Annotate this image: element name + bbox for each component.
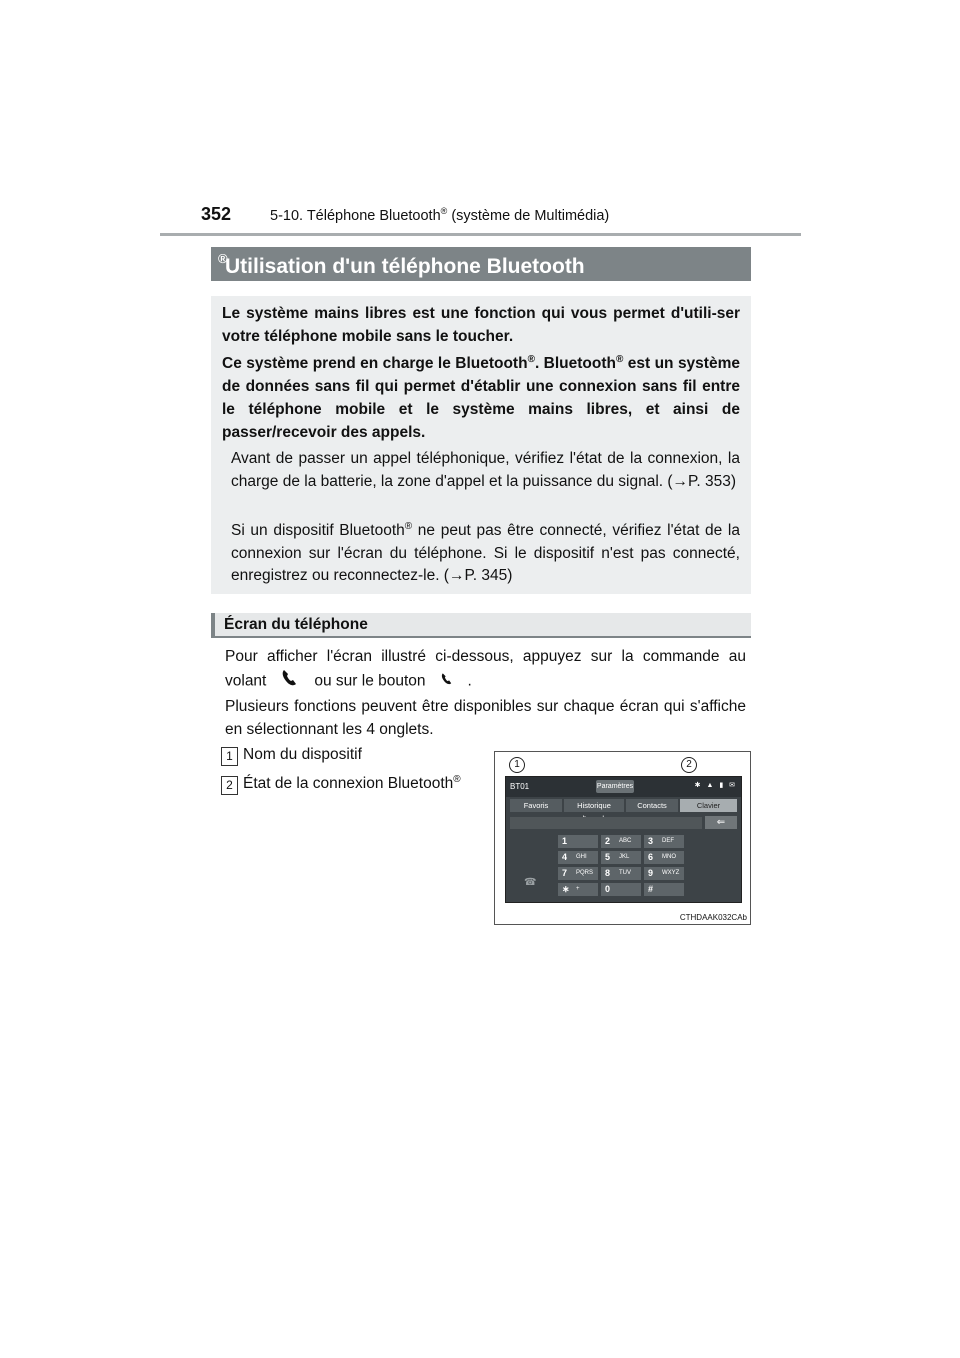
keypad-key[interactable]: 5 JKL	[601, 851, 641, 864]
keypad-key[interactable]: 0	[601, 883, 641, 896]
call-handset-icon[interactable]: ☎	[524, 877, 537, 888]
screen-tabs	[506, 797, 741, 813]
section-title-bar	[211, 247, 751, 281]
number-input[interactable]	[510, 817, 702, 829]
figure-code: CTHDAAK032CAb	[679, 913, 747, 922]
keypad-key[interactable]: 3 DEF	[644, 835, 684, 848]
tab-historique[interactable]: Historique	[564, 799, 624, 812]
intro-paragraph-1: Le système mains libres est une fonction qui vous permet d'utili-ser votre téléphone mobile sans le toucher.	[222, 305, 740, 345]
keypad-key[interactable]: 7 PQRS	[558, 867, 598, 880]
settings-button[interactable]: Paramètres	[596, 780, 634, 793]
chapter-title: 5-10. Téléphone Bluetooth® (système de Multimédia)	[270, 206, 610, 224]
keypad-key[interactable]: #	[644, 883, 684, 896]
tab-clavier[interactable]: Clavier	[680, 799, 737, 812]
steering-phone-icon	[280, 668, 300, 695]
header-rule	[160, 233, 801, 236]
keypad-key[interactable]: 9 WXYZ	[644, 867, 684, 880]
callout-number-2: 2	[221, 776, 238, 795]
page-number: 352	[201, 204, 232, 224]
intro-note-1: Avant de passer un appel téléphonique, vérifiez l'état de la connexion, la charge de la batterie, la zone d'appel et la puissance du signal. (→P. 353)	[231, 450, 740, 490]
callout-text-1: Nom du dispositif	[243, 746, 362, 763]
phone-screen-figure	[494, 751, 751, 925]
tab-favoris[interactable]: Favoris	[510, 799, 562, 812]
keypad-key[interactable]: 8 TUV	[601, 867, 641, 880]
callout-number-1: 1	[221, 747, 238, 766]
subsection-heading: Écran du téléphone	[224, 616, 368, 633]
body-paragraph-1: Pour afficher l'écran illustré ci-dessous, appuyez sur la commande au volant ou sur le bouton .	[225, 645, 746, 695]
body-paragraph-2: Plusieurs fonctions peuvent être disponibles sur chaque écran qui s'affiche en sélectionnant les 4 onglets.	[225, 698, 746, 738]
intro-note-2: Si un dispositif Bluetooth® ne peut pas être connecté, vérifiez l'état de la connexion sur l'écran du téléphone. Si le dispositif n'est pas connecté, enregistrez ou reconnectez-le. (→P. 345)	[231, 520, 740, 584]
figure-callout-2: 2	[681, 757, 697, 773]
callout-text-2: État de la connexion Bluetooth®	[243, 773, 461, 792]
screen-top-bar	[506, 777, 741, 797]
figure-callout-1: 1	[509, 757, 525, 773]
backspace-button[interactable]: ⇐	[705, 816, 737, 829]
keypad-key[interactable]: 1	[558, 835, 598, 848]
intro-paragraph-2: Ce système prend en charge le Bluetooth®. Bluetooth® est un système de données sans fil qui permet d'établir une connexion sans fil entre le téléphone mobile et le système mains libres, et ainsi de passer/recevoir des appels.	[222, 353, 740, 441]
connection-status-icons: ✱ ▲ ▮ ✉	[694, 782, 737, 789]
section-title: Utilisation d'un téléphone Bluetooth ®	[218, 251, 585, 278]
device-name: BT01	[510, 782, 530, 791]
phone-button-icon	[440, 670, 454, 693]
keypad-key[interactable]: ∗ +	[558, 883, 598, 896]
keypad-key[interactable]: 4 GHI	[558, 851, 598, 864]
tab-contacts[interactable]: Contacts	[626, 799, 678, 812]
subsection-heading-bar	[211, 613, 751, 638]
keypad-key[interactable]: 2 ABC	[601, 835, 641, 848]
keypad-key[interactable]: 6 MNO	[644, 851, 684, 864]
phone-screen	[505, 776, 742, 903]
